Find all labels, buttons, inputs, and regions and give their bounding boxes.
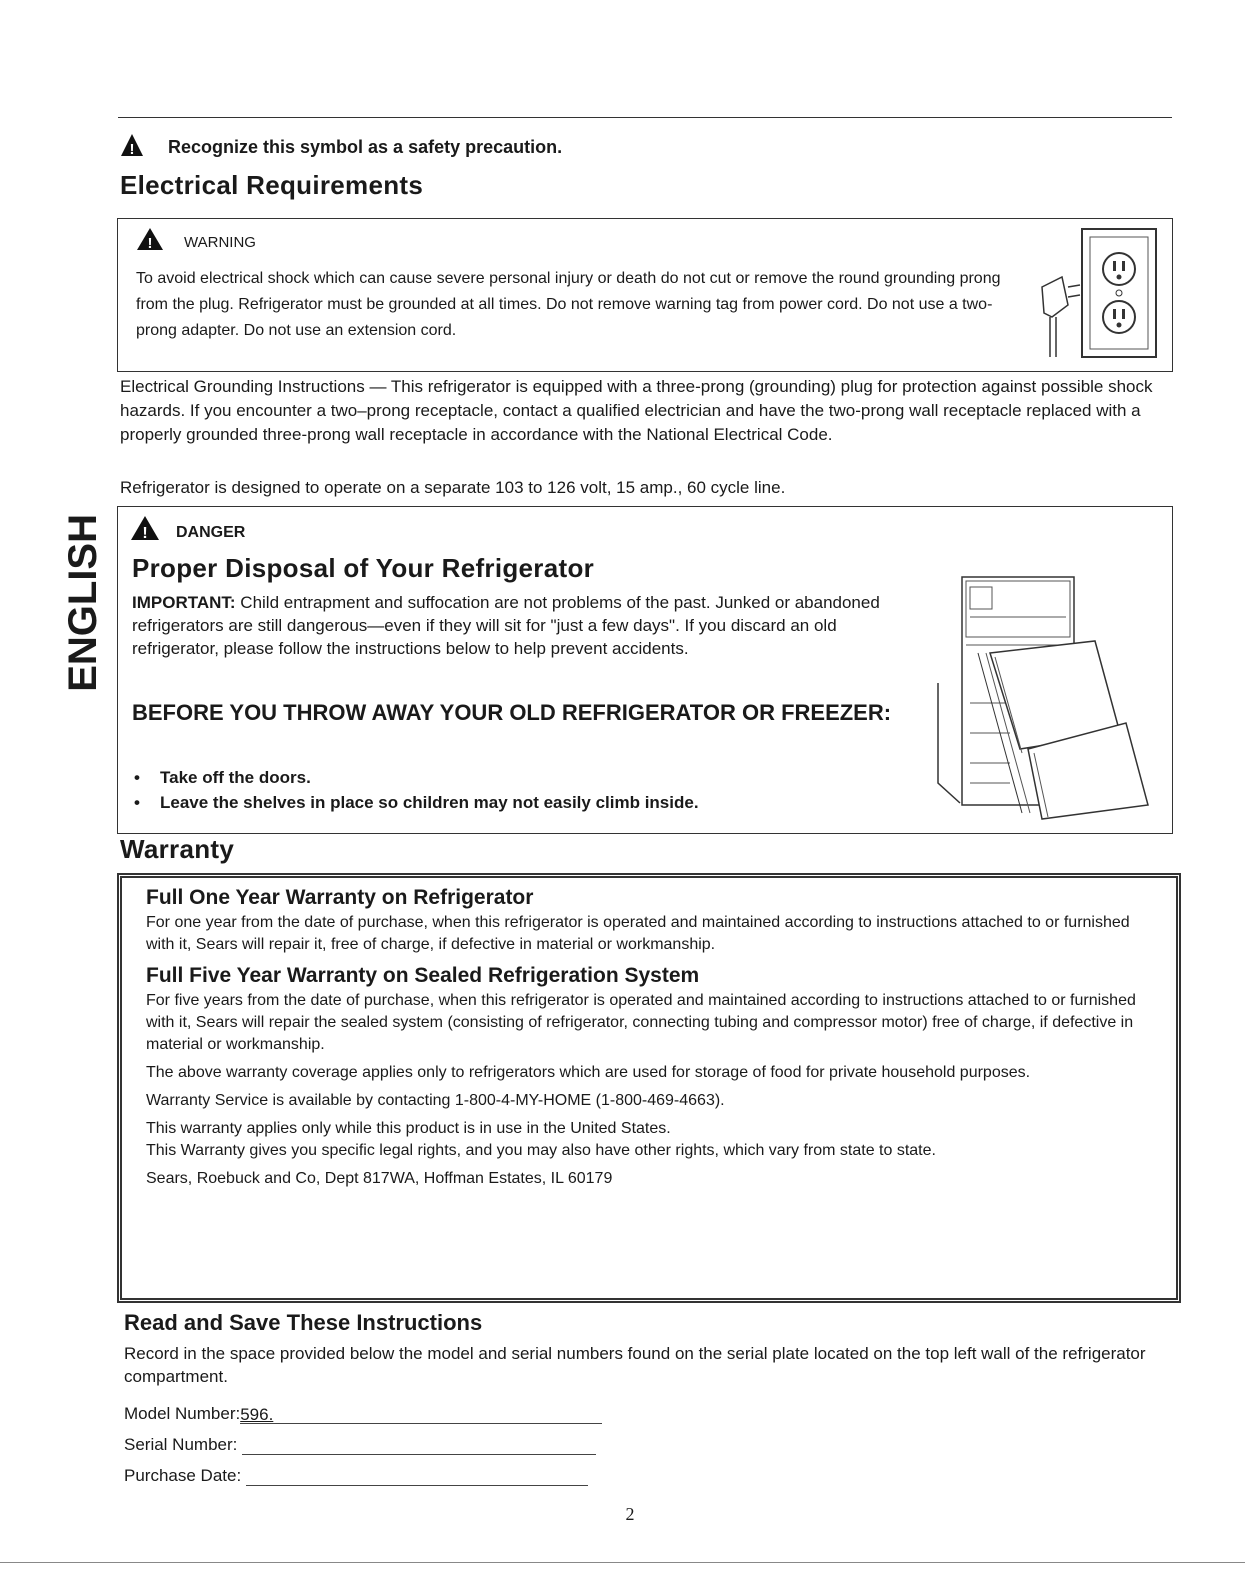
warranty-coverage: The above warranty coverage applies only to refrigerators which are used for storage of food for private household purposes. [146, 1064, 1031, 1081]
grounding-instructions: Electrical Grounding Instructions — This refrigerator is equipped with a three-prong (grounding) plug for protection against possible shock hazards. If you encounter a two–prong receptacle, contact a qualified electrician and have the two-prong wall receptacle replaced with a properly grounded three-prong wall receptacle in accordance with the National Electrical Code. [120, 377, 1153, 444]
purchase-date-field[interactable] [124, 1466, 588, 1486]
electrical-title: Electrical Requirements [120, 170, 424, 200]
model-number-field[interactable] [124, 1404, 602, 1424]
warning-icon [136, 227, 184, 251]
safety-note-text: Recognize this symbol as a safety precaution. [168, 137, 563, 157]
warning-box [117, 218, 1173, 372]
warranty-content [146, 884, 1136, 1196]
danger-label-text: DANGER [176, 524, 246, 541]
warning-text: To avoid electrical shock which can cause severe personal injury or death do not cut or remove the round grounding prong from the plug. Refrigerator must be grounded at all times. Do not remove warning tag from power cord. Do not use a two-prong adapter. Do not use an extension cord. [136, 270, 1001, 339]
disposal-bullets [132, 765, 699, 815]
important-label: IMPORTANT: [132, 593, 236, 612]
important-text: Child entrapment and suffocation are not problems of the past. Junked or abandoned refrigerators are still dangerous—even if they will sit for "just a few days". If you discard an old refrigerator, please follow the instructions below to help prevent accidents. [132, 593, 880, 658]
purchase-date-line[interactable] [246, 1467, 588, 1486]
svg-text:!: ! [142, 525, 148, 541]
before-throw-away-heading: BEFORE YOU THROW AWAY YOUR OLD REFRIGERATOR OR FREEZER: [132, 700, 892, 725]
important-paragraph [132, 591, 902, 660]
warning-label [136, 227, 256, 251]
one-year-warranty-text: For one year from the date of purchase, when this refrigerator is operated and maintained according to instructions attached to or furnished with it, Sears will repair it, free of charge, if defective in material or workmanship. [146, 914, 1130, 953]
svg-text:!: ! [129, 141, 135, 157]
warranty-title: Warranty [120, 834, 235, 864]
plug-outlet-illustration [1022, 225, 1162, 363]
warranty-rights: This Warranty gives you specific legal rights, and you may also have other rights, which vary from state to state. [146, 1142, 936, 1159]
purchase-date-label: Purchase Date: [124, 1466, 242, 1485]
warranty-address: Sears, Roebuck and Co, Dept 817WA, Hoffman Estates, IL 60179 [146, 1170, 613, 1187]
list-item: • Take off the doors. [132, 765, 699, 790]
list-item: • Leave the shelves in place so children may not easily climb inside. [132, 790, 699, 815]
serial-number-field[interactable] [124, 1435, 596, 1455]
five-year-warranty-title: Full Five Year Warranty on Sealed Refrigeration System [146, 964, 700, 987]
top-rule [118, 117, 1172, 118]
serial-number-label: Serial Number: [124, 1435, 238, 1454]
voltage-note: Refrigerator is designed to operate on a separate 103 to 126 volt, 15 amp., 60 cycle line. [120, 478, 786, 497]
svg-text:!: ! [147, 235, 153, 251]
warranty-us-only: This warranty applies only while this product is in use in the United States. [146, 1120, 671, 1137]
danger-box [117, 506, 1173, 834]
warranty-box [117, 873, 1181, 1303]
safety-note [120, 133, 562, 158]
english-side-tab [58, 514, 108, 698]
warranty-service: Warranty Service is available by contacting 1-800-4-MY-HOME (1-800-469-4663). [146, 1092, 725, 1109]
bottom-rule [0, 1562, 1245, 1563]
read-save-title: Read and Save These Instructions [124, 1310, 483, 1335]
read-save-text: Record in the space provided below the model and serial numbers found on the serial plate located on the top left wall of the refrigerator compartment. [124, 1344, 1146, 1386]
five-year-warranty-text: For five years from the date of purchase, when this refrigerator is operated and maintained according to instructions attached to or furnished with it, Sears will repair the sealed system (consisting of refrigerator, connecting tubing and compressor motor) free of charge, if defective in material or workmanship. [146, 992, 1136, 1053]
warning-icon [120, 133, 168, 157]
english-side-tab-text: ENGLISH [61, 514, 105, 692]
warning-icon [130, 515, 176, 541]
page-number: 2 [625, 1504, 635, 1524]
model-number-label: Model Number: [124, 1404, 241, 1423]
model-number-value: 596. [240, 1405, 274, 1424]
refrigerator-illustration [930, 573, 1160, 823]
danger-label [130, 515, 245, 542]
serial-number-line[interactable] [242, 1436, 596, 1455]
model-number-line[interactable] [240, 1405, 602, 1424]
warning-label-text: WARNING [184, 234, 256, 251]
disposal-title: Proper Disposal of Your Refrigerator [132, 553, 595, 583]
one-year-warranty-title: Full One Year Warranty on Refrigerator [146, 886, 534, 909]
